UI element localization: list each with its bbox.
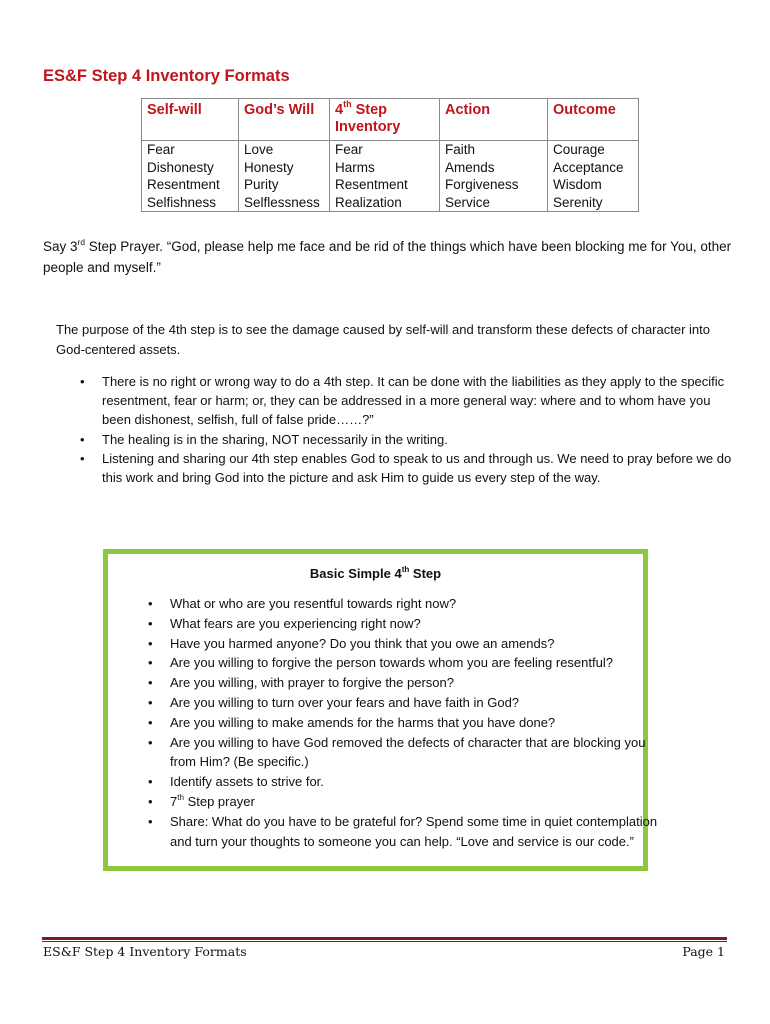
list-item: • 7th Step prayer [170, 792, 670, 812]
table-header-row [142, 99, 639, 141]
table-cell: Selflessness [239, 194, 330, 212]
footer-divider-thin [42, 941, 727, 942]
table-cell: Amends [440, 159, 548, 177]
list-item: • Are you willing to turn over your fears and have faith in God? [170, 693, 670, 713]
table-cell: Acceptance [548, 159, 639, 177]
table-cell: Serenity [548, 194, 639, 212]
list-item: • What fears are you experiencing right now? [170, 614, 670, 634]
table-cell: Resentment [330, 176, 440, 194]
table-cell: Selfishness [142, 194, 239, 212]
table-cell: Fear [330, 141, 440, 159]
table-cell: Harms [330, 159, 440, 177]
header-action: Action [440, 99, 548, 141]
inventory-table [141, 98, 639, 212]
table-row [142, 194, 639, 212]
box-title: Basic Simple 4th Step [309, 564, 442, 581]
guidance-bullet-list [56, 372, 742, 487]
basic-simple-4th-step-box [103, 549, 658, 871]
table-cell: Love [239, 141, 330, 159]
list-item: • Listening and sharing our 4th step enables God to speak to us and through us. We need to pray before we do this work and bring God into the picture and ask Him to guide us every step of the way. [102, 449, 742, 487]
table-cell: Realization [330, 194, 440, 212]
table-cell: Fear [142, 141, 239, 159]
table-row [142, 141, 639, 159]
list-item: • Are you willing to make amends for the harms that you have done? [170, 713, 670, 733]
header-gods-will: God’s Will [239, 99, 330, 141]
footer-page-number: Page 1 [682, 944, 725, 959]
header-4th-step-inventory: 4th Step Inventory [330, 99, 440, 141]
table-cell: Service [440, 194, 548, 212]
header-outcome: Outcome [548, 99, 639, 141]
table-cell: Wisdom [548, 176, 639, 194]
table-row [142, 176, 639, 194]
document-title: ES&F Step 4 Inventory Formats [43, 67, 290, 85]
list-item: • The healing is in the sharing, NOT necessarily in the writing. [102, 430, 742, 449]
step-prayer-paragraph: Say 3rd Step Prayer. “God, please help me face and be rid of the things which have been blocking me for You, other people and myself.” [43, 236, 732, 275]
list-item: • Have you harmed anyone? Do you think that you owe an amends? [170, 634, 670, 654]
table-cell: Honesty [239, 159, 330, 177]
table-cell: Dishonesty [142, 159, 239, 177]
table-cell: Courage [548, 141, 639, 159]
footer-divider [42, 937, 727, 940]
list-item: • Are you willing, with prayer to forgive the person? [170, 673, 670, 693]
table-row [142, 159, 639, 177]
list-item: • What or who are you resentful towards right now? [170, 594, 670, 614]
question-list [128, 594, 670, 851]
list-item: • Are you willing to forgive the person towards whom you are feeling resentful? [170, 653, 670, 673]
list-item: • Share: What do you have to be grateful for? Spend some time in quiet contemplation and turn your thoughts to someone you can help. “Love and service is our code.” [170, 812, 670, 852]
footer-document-name: ES&F Step 4 Inventory Formats [43, 944, 247, 959]
table-cell: Faith [440, 141, 548, 159]
table-cell: Forgiveness [440, 176, 548, 194]
list-item: • Are you willing to have God removed the defects of character that are blocking you from Him? (Be specific.) [170, 733, 670, 773]
table-cell: Purity [239, 176, 330, 194]
list-item: • Identify assets to strive for. [170, 772, 670, 792]
purpose-paragraph: The purpose of the 4th step is to see the damage caused by self-will and transform these defects of character into God-centered assets. [56, 322, 710, 357]
table-cell: Resentment [142, 176, 239, 194]
list-item: • There is no right or wrong way to do a 4th step. It can be done with the liabilities as they apply to the specific resentment, fear or harm; or, they can be addressed in a more general way: where and to whom have you been dishonest, selfish, full of false pride……?” [102, 372, 742, 430]
header-self-will: Self-will [142, 99, 239, 141]
